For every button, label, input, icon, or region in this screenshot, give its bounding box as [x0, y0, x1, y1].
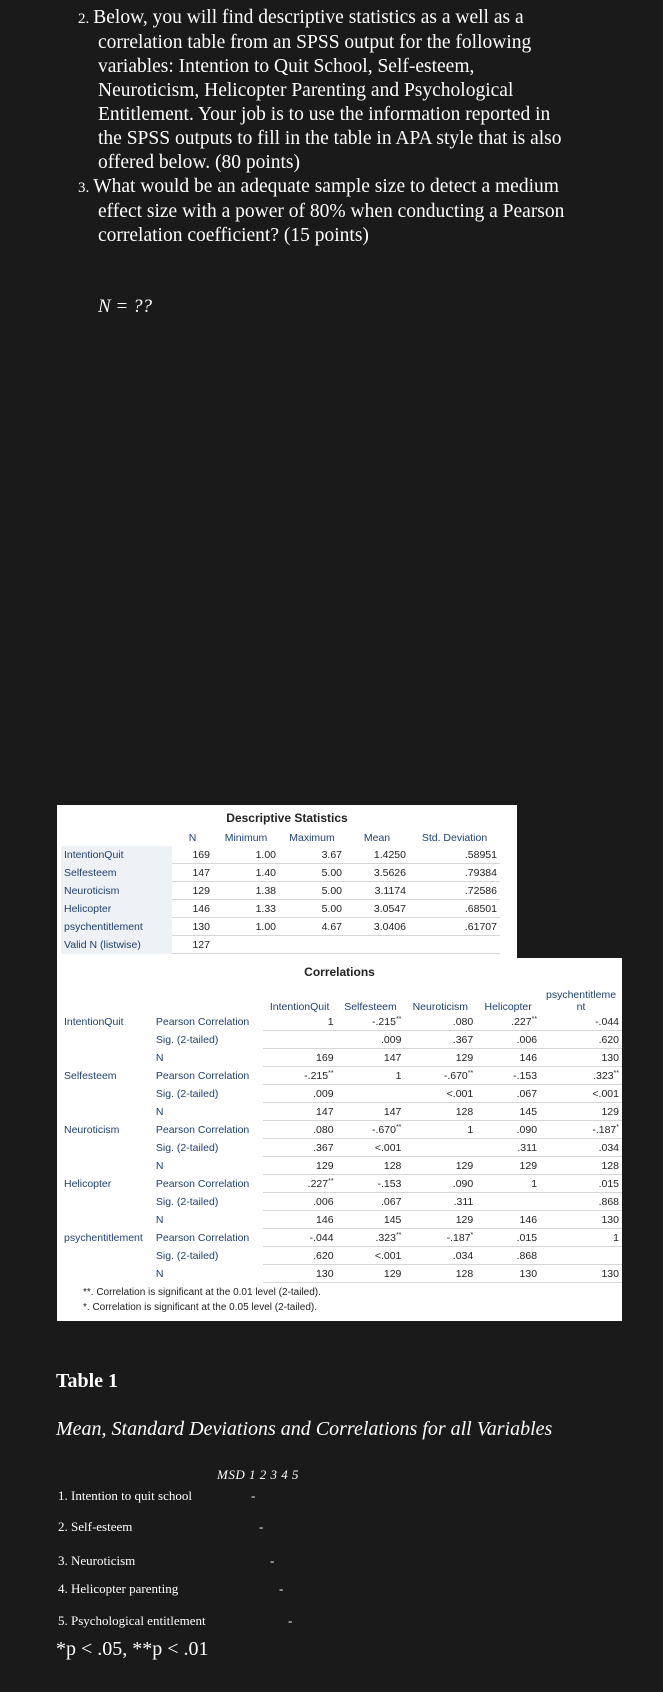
statistic-label: Pearson Correlation [155, 1231, 250, 1244]
col-header: psychentitleme nt [546, 989, 617, 1013]
variable-label [61, 1103, 153, 1121]
variable-label [61, 1265, 153, 1283]
table-cell: .323** [540, 1067, 622, 1085]
correlation-row [61, 1193, 622, 1211]
table-cell: .367 [404, 1031, 476, 1049]
apa-diagonal-dash: - [270, 1553, 275, 1568]
question-line: offered below. (80 points) [98, 152, 300, 173]
row-label: psychentitlement [61, 918, 172, 936]
table-cell: 147 [263, 1103, 337, 1121]
question-line: the SPSS outputs to fill in the table in APA style that is also [98, 128, 562, 149]
table-cell: .311 [476, 1139, 540, 1157]
col-header: Neuroticism [412, 1001, 469, 1013]
table-cell: 127 [172, 936, 213, 954]
table-cell: 147 [337, 1049, 405, 1067]
col-header: N [188, 831, 197, 844]
apa-row-label: 5. Psychological entitlement [58, 1613, 206, 1628]
table-cell: .080 [404, 1013, 476, 1031]
table-cell: 3.0406 [345, 918, 409, 936]
table-cell: 129 [404, 1211, 476, 1229]
statistic-label: N [155, 1159, 164, 1172]
apa-row-label: 1. Intention to quit school [58, 1488, 192, 1503]
table-cell: 129 [337, 1265, 405, 1283]
apa-row-label: 2. Self-esteem [58, 1519, 133, 1534]
table-cell [263, 1031, 337, 1049]
table-cell: .227** [476, 1013, 540, 1031]
variable-label: Helicopter [64, 1177, 112, 1190]
table-cell: 129 [476, 1157, 540, 1175]
table-cell: 3.0547 [345, 900, 409, 918]
question-line: correlation coefficient? (15 points) [98, 225, 369, 246]
correlation-row [61, 1121, 622, 1139]
correlation-row [61, 1157, 622, 1175]
statistic-label: Pearson Correlation [155, 1069, 250, 1082]
row-label: IntentionQuit [61, 846, 172, 864]
statistic-label: N [155, 1213, 164, 1226]
table-cell: 128 [404, 1103, 476, 1121]
correlation-row [61, 1175, 622, 1193]
variable-label: Selfesteem [64, 1069, 117, 1082]
table-cell: 3.5626 [345, 864, 409, 882]
table-cell: 145 [476, 1103, 540, 1121]
apa-diagonal-dash: - [251, 1488, 256, 1503]
table-cell: 129 [404, 1049, 476, 1067]
table-cell [540, 1247, 622, 1265]
question-line: effect size with a power of 80% when conducting a Pearson [98, 201, 565, 222]
variable-label: IntentionQuit [64, 1015, 124, 1028]
table-cell: -.215** [263, 1067, 337, 1085]
table-cell: 1 [540, 1229, 622, 1247]
table-cell: 130 [172, 918, 213, 936]
apa-table-header: MSD 1 2 3 4 5 [217, 1467, 299, 1482]
table-cell: 128 [337, 1157, 405, 1175]
statistic-label: Sig. (2-tailed) [155, 1087, 219, 1100]
table-cell: .868 [476, 1247, 540, 1265]
apa-row-label: 4. Helicopter parenting [58, 1581, 179, 1596]
row-label: Selfesteem [61, 864, 172, 882]
table-cell: 169 [263, 1049, 337, 1067]
table-cell: 1.33 [213, 900, 279, 918]
col-header: Minimum [224, 831, 268, 844]
table-cell: .79384 [409, 864, 500, 882]
table-cell: -.670** [404, 1067, 476, 1085]
table-cell: .323** [337, 1229, 405, 1247]
question-line: Neuroticism, Helicopter Parenting and Psychological [98, 80, 514, 101]
col-header: Mean [363, 831, 391, 844]
table-cell: <.001 [540, 1085, 622, 1103]
table-cell: 1 [337, 1067, 405, 1085]
table-cell: .367 [263, 1139, 337, 1157]
table-cell [279, 936, 345, 954]
table-cell: <.001 [337, 1247, 405, 1265]
table-cell: -.153 [476, 1067, 540, 1085]
question-number: 3. [78, 180, 90, 196]
table-cell: 1.00 [213, 846, 279, 864]
apa-row-label: 3. Neuroticism [58, 1553, 136, 1568]
descriptives-title: Descriptive Statistics [226, 811, 348, 825]
table-cell: 5.00 [279, 882, 345, 900]
variable-label: Neuroticism [64, 1123, 120, 1136]
footnote: *. Correlation is significant at the 0.05 level (2-tailed). [83, 1302, 318, 1313]
col-header: IntentionQuit [269, 1001, 330, 1013]
correlation-row [61, 1103, 622, 1121]
table-cell: .58951 [409, 846, 500, 864]
table-cell: 1.4250 [345, 846, 409, 864]
descriptives-row [61, 900, 500, 918]
question-line: variables: Intention to Quit School, Self-esteem, [98, 56, 475, 77]
table-cell: 145 [337, 1211, 405, 1229]
variable-label: psychentitlement [64, 1231, 143, 1244]
table-cell: .68501 [409, 900, 500, 918]
table-cell: .006 [263, 1193, 337, 1211]
table-cell: <.001 [337, 1139, 405, 1157]
question-3 [78, 175, 638, 248]
variable-label [61, 1211, 153, 1229]
correlation-row [61, 1265, 622, 1283]
descriptives-row [61, 936, 500, 954]
table-cell: 1 [263, 1013, 337, 1031]
question-line: Entitlement. Your job is to use the information reported in [98, 104, 551, 125]
variable-label [61, 1193, 153, 1211]
variable-label [61, 1049, 153, 1067]
table-cell: 4.67 [279, 918, 345, 936]
table-cell: .311 [404, 1193, 476, 1211]
table-cell: -.215** [337, 1013, 405, 1031]
statistic-label: Sig. (2-tailed) [155, 1141, 219, 1154]
table-cell [404, 1139, 476, 1157]
table-cell: .620 [263, 1247, 337, 1265]
statistic-label: N [155, 1105, 164, 1118]
table-cell: .009 [263, 1085, 337, 1103]
apa-table-title: Table 1 [56, 1370, 119, 1392]
table-cell: -.044 [263, 1229, 337, 1247]
table-cell: 146 [476, 1211, 540, 1229]
table-cell: 129 [540, 1103, 622, 1121]
correlation-row [61, 1013, 622, 1031]
question-line: What would be an adequate sample size to detect a medium [93, 176, 559, 197]
question-number: 2. [78, 11, 90, 27]
table-cell: 130 [540, 1049, 622, 1067]
col-header: Std. Deviation [421, 831, 488, 844]
table-cell: .868 [540, 1193, 622, 1211]
table-cell: .015 [476, 1229, 540, 1247]
table-cell: 130 [540, 1265, 622, 1283]
table-cell: .034 [404, 1247, 476, 1265]
descriptives-row [61, 864, 500, 882]
statistic-label: Pearson Correlation [155, 1177, 250, 1190]
apa-table-subtitle: Mean, Standard Deviations and Correlations for all Variables [56, 1418, 553, 1440]
table-cell: 128 [540, 1157, 622, 1175]
descriptives-table [61, 829, 500, 954]
table-cell: .090 [404, 1175, 476, 1193]
correlation-row [61, 1247, 622, 1265]
variable-label [61, 1031, 153, 1049]
table-cell: 128 [404, 1265, 476, 1283]
question-line: correlation table from an SPSS output for the following [98, 32, 532, 53]
table-cell: -.187* [540, 1121, 622, 1139]
table-cell: .090 [476, 1121, 540, 1139]
table-cell: 169 [172, 846, 213, 864]
table-cell: 1 [476, 1175, 540, 1193]
statistic-label: Pearson Correlation [155, 1123, 250, 1136]
table-cell: .227** [263, 1175, 337, 1193]
table-cell: 146 [263, 1211, 337, 1229]
table-cell: -.187* [404, 1229, 476, 1247]
table-cell [409, 936, 500, 954]
table-cell: -.153 [337, 1175, 405, 1193]
descriptives-row [61, 918, 500, 936]
table-cell: 5.00 [279, 864, 345, 882]
sample-size-answer: N = ?? [98, 296, 152, 317]
table-cell: 147 [337, 1103, 405, 1121]
variable-label [61, 1085, 153, 1103]
table-cell: .067 [476, 1085, 540, 1103]
table-cell: 146 [476, 1049, 540, 1067]
table-cell: 129 [172, 882, 213, 900]
table-cell: .080 [263, 1121, 337, 1139]
table-cell: .006 [476, 1031, 540, 1049]
table-cell: .034 [540, 1139, 622, 1157]
significance-note: *p < .05, **p < .01 [56, 1638, 209, 1660]
apa-diagonal-dash: - [279, 1581, 284, 1596]
table-cell: 1.38 [213, 882, 279, 900]
statistic-label: N [155, 1051, 164, 1064]
row-label: Valid N (listwise) [61, 936, 172, 954]
table-cell: 129 [404, 1157, 476, 1175]
table-cell: -.044 [540, 1013, 622, 1031]
question-2 [78, 6, 638, 175]
table-cell: 130 [476, 1265, 540, 1283]
table-cell: 3.67 [279, 846, 345, 864]
correlation-row [61, 1049, 622, 1067]
table-cell: -.670** [337, 1121, 405, 1139]
correlation-row [61, 1211, 622, 1229]
variable-label [61, 1247, 153, 1265]
apa-diagonal-dash: - [288, 1613, 293, 1628]
table-cell: 1.00 [213, 918, 279, 936]
variable-label [61, 1157, 153, 1175]
table-cell [345, 936, 409, 954]
descriptive-statistics-output [57, 805, 517, 958]
row-label: Neuroticism [61, 882, 172, 900]
statistic-label: Pearson Correlation [155, 1015, 250, 1028]
correlation-row [61, 1031, 622, 1049]
table-cell: .015 [540, 1175, 622, 1193]
table-cell: 5.00 [279, 900, 345, 918]
table-cell: .72586 [409, 882, 500, 900]
table-cell [337, 1085, 405, 1103]
table-cell: .620 [540, 1031, 622, 1049]
row-label: Helicopter [61, 900, 172, 918]
table-cell: 129 [263, 1157, 337, 1175]
table-cell: .009 [337, 1031, 405, 1049]
table-cell [476, 1193, 540, 1211]
correlations-output [57, 958, 622, 1321]
table-cell: .61707 [409, 918, 500, 936]
correlation-row [61, 1139, 622, 1157]
table-cell [213, 936, 279, 954]
col-header: Maximum [289, 831, 335, 844]
question-line: Below, you will find descriptive statistics as a well as a [93, 7, 524, 28]
table-cell: 1.40 [213, 864, 279, 882]
statistic-label: Sig. (2-tailed) [155, 1033, 219, 1046]
statistic-label: N [155, 1267, 164, 1280]
correlation-row [61, 1229, 622, 1247]
correlation-row [61, 1067, 622, 1085]
statistic-label: Sig. (2-tailed) [155, 1195, 219, 1208]
statistic-label: Sig. (2-tailed) [155, 1249, 219, 1262]
table-cell: <.001 [404, 1085, 476, 1103]
apa-diagonal-dash: - [259, 1519, 264, 1534]
table-cell: 3.1174 [345, 882, 409, 900]
table-cell: 130 [263, 1265, 337, 1283]
table-cell: .067 [337, 1193, 405, 1211]
correlation-row [61, 1085, 622, 1103]
col-header: Selfesteem [344, 1001, 397, 1013]
descriptives-row [61, 846, 500, 864]
table-cell: 146 [172, 900, 213, 918]
table-cell: 130 [540, 1211, 622, 1229]
variable-label [61, 1139, 153, 1157]
descriptives-row [61, 882, 500, 900]
correlations-title: Correlations [304, 965, 375, 979]
col-header: Helicopter [484, 1001, 532, 1013]
footnote: **. Correlation is significant at the 0.01 level (2-tailed). [83, 1287, 321, 1298]
correlations-table [61, 985, 622, 1283]
table-cell: 147 [172, 864, 213, 882]
table-cell: 1 [404, 1121, 476, 1139]
